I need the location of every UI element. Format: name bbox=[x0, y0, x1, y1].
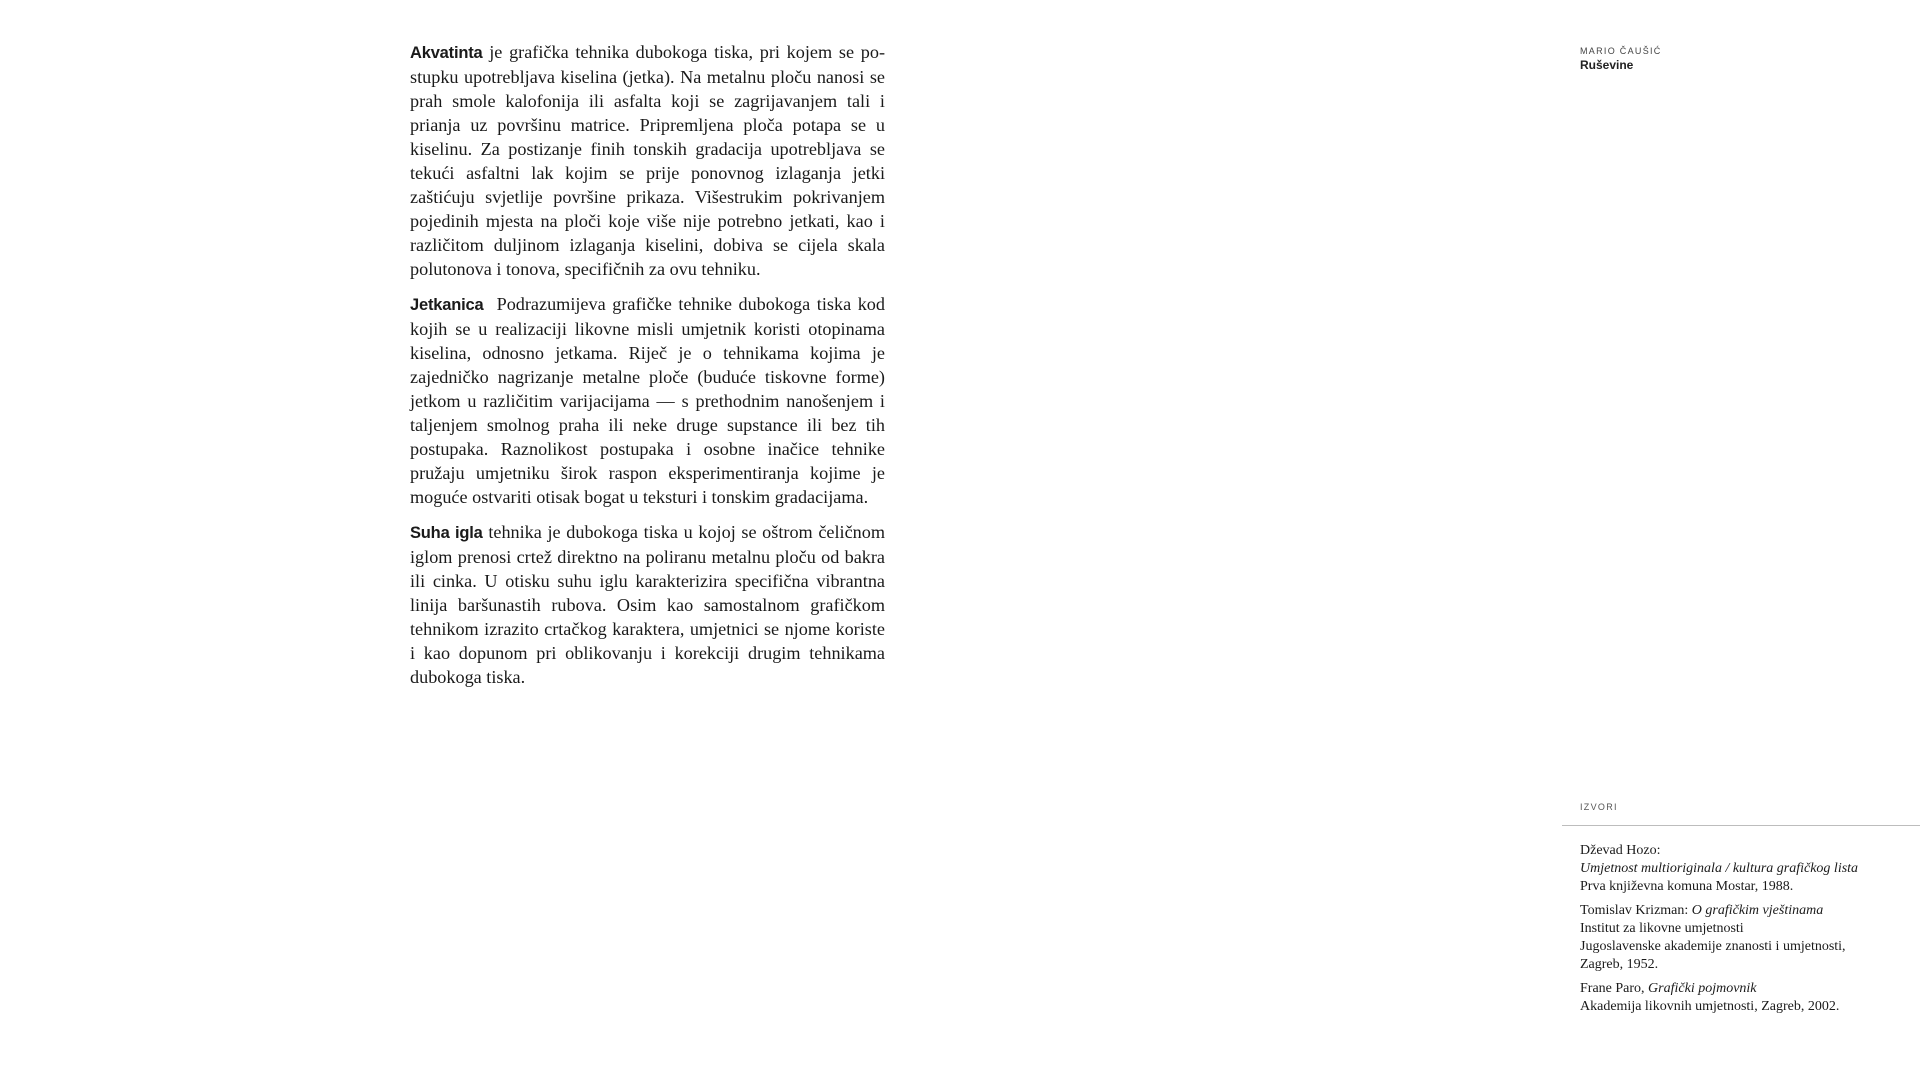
glossary-term: Suha igla bbox=[410, 524, 483, 542]
source-publisher: Jugoslavenske akademije znanosti i umjetnosti, bbox=[1580, 939, 1846, 954]
source-author: Tomislav Krizman: bbox=[1580, 903, 1692, 918]
source-place-year: Zagreb, 1952. bbox=[1580, 957, 1659, 972]
source-item bbox=[1580, 980, 1910, 1016]
glossary-entry-suha-igla bbox=[410, 520, 885, 689]
source-title: O grafičkim vještinama bbox=[1691, 903, 1824, 918]
glossary-text bbox=[410, 40, 885, 700]
sources-heading: IZVORI bbox=[1580, 802, 1618, 812]
book-title: Ruševine bbox=[1580, 58, 1634, 72]
glossary-definition: je grafička tehnika dubokoga tiska, pri kojem se postupku upotrebljava kiselina (jetka). Na metalnu ploču nanosi se prah smole kalofonija ili asfalta koji se zagrijavanjem tali i prianja uz površinu matrice. Pripremljena ploča potapa se u kiselinu. Za postizanje finih tonskih gradacija upotrebljava se tekući asfaltni lak kojim se prije ponovnog izlaganja jetki zaštićuju svjetlije površine prikaza. Višestrukim pokrivanjem pojedinih mjesta na ploči koje više nije potrebno jetkati, kao i različitom duljinom izlaganja kiselini, dobiva se cijela skala polutonova i tonova, specifičnih za ovu tehniku. bbox=[410, 42, 885, 279]
source-item bbox=[1580, 842, 1910, 896]
source-publisher: Akademija likovnih umjetnosti, Zagreb, 2002. bbox=[1580, 999, 1840, 1014]
sources-list bbox=[1580, 842, 1910, 1022]
source-publisher: Institut za likovne umjetnosti bbox=[1580, 921, 1744, 936]
glossary-term: Jetkanica bbox=[410, 296, 484, 314]
source-title: Grafički pojmovnik bbox=[1648, 981, 1757, 996]
source-author: Frane Paro, bbox=[1580, 981, 1649, 996]
glossary-term: Akvatinta bbox=[410, 44, 483, 62]
glossary-definition: tehnika je dubokoga tiska u kojoj se oštrom čeličnom iglom prenosi crtež direktno na poliranu metalnu ploču od bakra ili cinka. U otisku suhu iglu karakterizira specifična vibrantna linija baršunastih rubova. Osim kao samostalnom grafičkom tehnikom izrazito crtačkog karaktera, umjetnici se njome koriste i kao dopunom pri oblikovanju i korekciji drugim tehnikama dubokoga tiska. bbox=[410, 522, 885, 687]
source-author: Dževad Hozo: bbox=[1580, 843, 1661, 858]
author-name: MARIO ČAUŠIĆ bbox=[1580, 46, 1662, 56]
glossary-definition: Podrazumijeva grafičke tehnike dubokoga tiska kod kojih se u realizaciji likovne misli umjetnik koristi otopinama kiselina, odnosno jetkama. Riječ je o tehnikama kojima je zajedničko nagrizanje metalne ploče (buduće tiskovne forme) jetkom u različitim varijacijama — s prethodnim nanošenjem i taljenjem smolnog praha ili neke druge supstance ili bez tih postupaka. Raznolikost postupaka i osobne inačice tehnike pružaju umjetniku širok raspon eksperimentiranja kojime je moguće ostvariti otisak bogat u teksturi i tonskim gradacijama. bbox=[410, 294, 885, 507]
glossary-entry-akvatinta bbox=[410, 40, 885, 281]
sources-divider bbox=[1562, 825, 1920, 826]
source-title: Umjetnost multioriginala / kultura grafičkog lista bbox=[1580, 861, 1859, 876]
running-header bbox=[1580, 45, 1662, 73]
source-item bbox=[1580, 902, 1910, 974]
glossary-entry-jetkanica bbox=[410, 292, 885, 509]
source-publisher: Prva književna komuna Mostar, 1988. bbox=[1580, 879, 1794, 894]
